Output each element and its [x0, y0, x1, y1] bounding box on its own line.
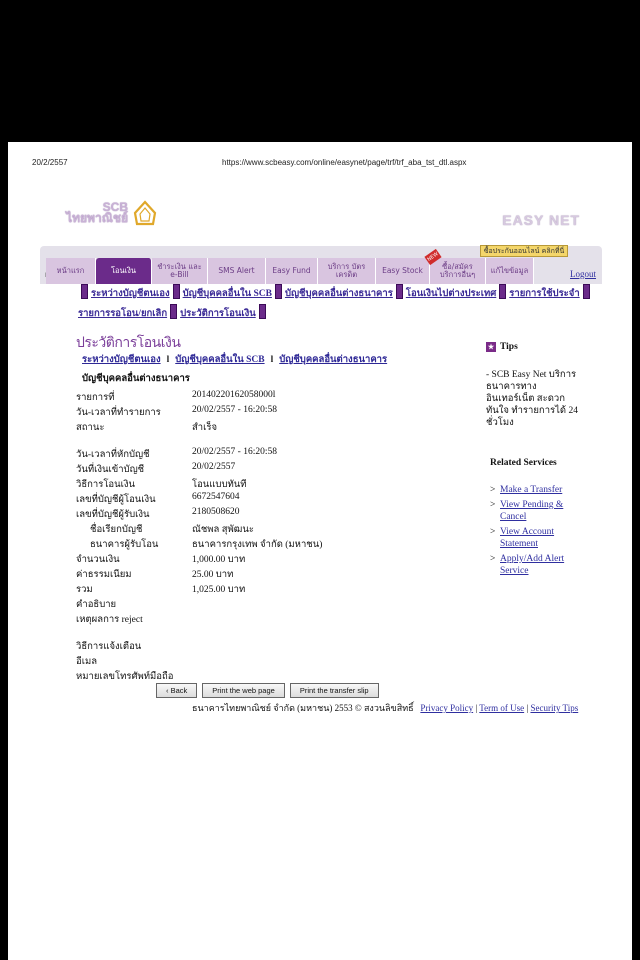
- print-slip-button[interactable]: Print the transfer slip: [290, 683, 379, 698]
- detail-label: วัน-เวลาที่หักบัญชี: [76, 450, 150, 460]
- subnav-pending-cancel[interactable]: รายการรอโอน/ยกเลิก: [78, 309, 168, 319]
- detail-label: รายการที่: [76, 393, 115, 403]
- subnav-separator: [173, 284, 180, 299]
- subnav-separator: [81, 284, 88, 299]
- detail-row: [76, 447, 376, 461]
- tab-sms-alert[interactable]: SMS Alert: [208, 258, 266, 284]
- detail-row: [76, 582, 376, 596]
- subnav-separator: [259, 304, 266, 319]
- tab-payment-ebill[interactable]: ชำระเงิน และ e-Bill: [152, 258, 208, 284]
- tab-easy-stock[interactable]: Easy Stock: [376, 258, 430, 284]
- subnav-separator: [275, 284, 282, 299]
- detail-label: วัน-เวลาที่ทำรายการ: [76, 408, 161, 418]
- detail-label: หมายเลขโทรศัพท์มือถือ: [76, 672, 174, 682]
- detail-row: [76, 390, 376, 404]
- easy-net-logo: EASY NET: [502, 212, 580, 228]
- tab-credit-card[interactable]: บริการ บัตรเครดิต: [318, 258, 376, 284]
- footer-divider: |: [475, 703, 478, 713]
- detail-value: 25.00 บาท: [192, 570, 234, 580]
- detail-label: รวม: [76, 585, 93, 595]
- list-item: [490, 499, 590, 523]
- history-own-accounts-link[interactable]: ระหว่างบัญชีตนเอง: [82, 355, 161, 365]
- detail-label: อีเมล: [76, 657, 98, 667]
- subnav-separator: [396, 284, 403, 299]
- star-icon: ★: [487, 343, 495, 351]
- subnav-separator: [170, 304, 177, 319]
- detail-value: 1,000.00 บาท: [192, 555, 246, 565]
- crumb-separator: l: [166, 355, 170, 365]
- detail-label: ชื่อเรียกบัญชี: [90, 525, 143, 535]
- transfer-subnav: [78, 284, 598, 324]
- detail-value: สำเร็จ: [192, 423, 218, 433]
- print-page-button[interactable]: Print the web page: [202, 683, 285, 698]
- detail-label: สถานะ: [76, 423, 105, 433]
- detail-label: ธนาคารผู้รับโอน: [90, 540, 159, 550]
- detail-label: เลขที่บัญชีผู้โอนเงิน: [76, 495, 156, 505]
- print-date: 20/2/2557: [32, 158, 68, 167]
- detail-value: 2180508620: [192, 507, 240, 517]
- tab-easy-fund[interactable]: Easy Fund: [266, 258, 318, 284]
- detail-row: [76, 477, 376, 491]
- logout-link[interactable]: Logout: [570, 269, 596, 279]
- promo-banner[interactable]: ซื้อประกันออนไลน์ คลิกที่นี่: [480, 245, 568, 257]
- detail-value: ณัชพล สุพัฒนะ: [192, 525, 254, 535]
- detail-row: [76, 462, 376, 476]
- tips-title: Tips: [500, 342, 518, 352]
- detail-row: [76, 405, 376, 419]
- view-statement-link[interactable]: View Account Statement: [500, 527, 555, 549]
- tab-home[interactable]: หน้าแรก: [46, 258, 96, 284]
- detail-value: 20140220162058000l: [192, 390, 276, 400]
- subnav-own-accounts[interactable]: ระหว่างบัญชีตนเอง: [91, 289, 170, 299]
- detail-row: [76, 537, 376, 551]
- tab-other-services-label: ซื้อ/สมัคร บริการอื่นๆ: [439, 262, 476, 279]
- scb-emblem-icon: [132, 200, 158, 226]
- subnav-overseas[interactable]: โอนเงินไปต่างประเทศ: [405, 289, 497, 299]
- page-title: ประวัติการโอนเงิน: [76, 335, 181, 351]
- subnav-separator: [583, 284, 590, 299]
- subnav-regular[interactable]: รายการใช้ประจำ: [509, 289, 580, 299]
- terms-of-use-link[interactable]: Term of Use: [479, 703, 525, 713]
- history-other-scb-link[interactable]: บัญชีบุคคลอื่นใน SCB: [175, 355, 265, 365]
- logo-line-1: SCB: [102, 200, 128, 214]
- crumb-separator: l: [270, 355, 274, 365]
- detail-label: เหตุผลการ reject: [76, 615, 143, 625]
- detail-row: [76, 420, 376, 434]
- detail-label: คำอธิบาย: [76, 600, 117, 610]
- tips-header: [486, 342, 590, 352]
- related-services-title: Related Services: [490, 458, 557, 468]
- logo-wordmark: [58, 202, 128, 224]
- copyright-text: ธนาคารไทยพาณิชย์ จำกัด (มหาชน) 2553 © สงวนลิขสิทธิ์: [192, 703, 414, 713]
- detail-value: ธนาคารกรุงเทพ จำกัด (มหาชน): [192, 540, 323, 550]
- detail-row: [76, 507, 376, 521]
- view-pending-cancel-link[interactable]: View Pending & Cancel: [500, 500, 564, 522]
- detail-value: 1,025.00 บาท: [192, 585, 246, 595]
- detail-row: [76, 639, 376, 653]
- main-tabs: [46, 251, 534, 284]
- printed-page: [8, 142, 632, 960]
- detail-label: วิธีการแจ้งเตือน: [76, 642, 142, 652]
- apply-alert-link[interactable]: Apply/Add Alert Service: [500, 554, 565, 576]
- detail-row: [76, 522, 376, 536]
- privacy-policy-link[interactable]: Privacy Policy: [420, 703, 474, 713]
- make-transfer-link[interactable]: Make a Transfer: [500, 485, 563, 495]
- list-item: [490, 484, 590, 496]
- subnav-history[interactable]: ประวัติการโอนเงิน: [180, 309, 256, 319]
- tab-edit-profile[interactable]: แก้ไขข้อมูล: [486, 258, 534, 284]
- back-button[interactable]: ‹ Back: [156, 683, 197, 698]
- logo-line-2: ไทยพาณิชย์: [66, 211, 128, 225]
- related-services-list: [490, 484, 590, 580]
- detail-row: [76, 552, 376, 566]
- footer: [192, 701, 578, 715]
- detail-label: จำนวนเงิน: [76, 555, 120, 565]
- history-other-bank-link[interactable]: บัญชีบุคคลอื่นต่างธนาคาร: [279, 355, 388, 365]
- detail-value: 20/02/2557 - 16:20:58: [192, 405, 277, 415]
- detail-row: [76, 669, 376, 683]
- detail-value: โอนแบบทันที: [192, 480, 247, 490]
- detail-label: ค่าธรรมเนียม: [76, 570, 132, 580]
- list-item: [490, 526, 590, 550]
- detail-value: 6672547604: [192, 492, 240, 502]
- security-tips-link[interactable]: Security Tips: [530, 703, 579, 713]
- detail-value: 20/02/2557: [192, 462, 236, 472]
- print-url: https://www.scbeasy.com/online/easynet/page/trf/trf_aba_tst_dtl.aspx: [222, 158, 467, 167]
- right-sidebar: [486, 342, 590, 576]
- detail-label: เลขที่บัญชีผู้รับเงิน: [76, 510, 150, 520]
- detail-label: วิธีการโอนเงิน: [76, 480, 136, 490]
- detail-row: [76, 597, 376, 611]
- detail-row: [76, 567, 376, 581]
- detail-value: 20/02/2557 - 16:20:58: [192, 447, 277, 457]
- action-buttons: [156, 683, 379, 698]
- tab-transfer[interactable]: โอนเงิน: [96, 258, 152, 284]
- detail-row: [76, 654, 376, 668]
- new-badge: NEW: [424, 249, 441, 265]
- subnav-other-bank[interactable]: บัญชีบุคคลอื่นต่างธนาคาร: [284, 289, 393, 299]
- detail-row: [76, 492, 376, 506]
- scb-logo[interactable]: [58, 200, 168, 232]
- tab-other-services[interactable]: [426, 251, 486, 284]
- subnav-separator: [499, 284, 506, 299]
- detail-row: [76, 612, 376, 626]
- footer-divider: |: [526, 703, 529, 713]
- section-title: บัญชีบุคคลอื่นต่างธนาคาร: [82, 374, 190, 384]
- tips-text: - SCB Easy Net บริการธนาคารทางอินเทอร์เน็ต สะดวก ทันใจ ทำรายการได้ 24 ชั่วโมง: [486, 370, 578, 428]
- history-filter-links: [82, 352, 387, 367]
- detail-label: วันที่เงินเข้าบัญชี: [76, 465, 145, 475]
- list-item: [490, 553, 590, 577]
- subnav-other-scb[interactable]: บัญชีบุคคลอื่นใน SCB: [182, 289, 272, 299]
